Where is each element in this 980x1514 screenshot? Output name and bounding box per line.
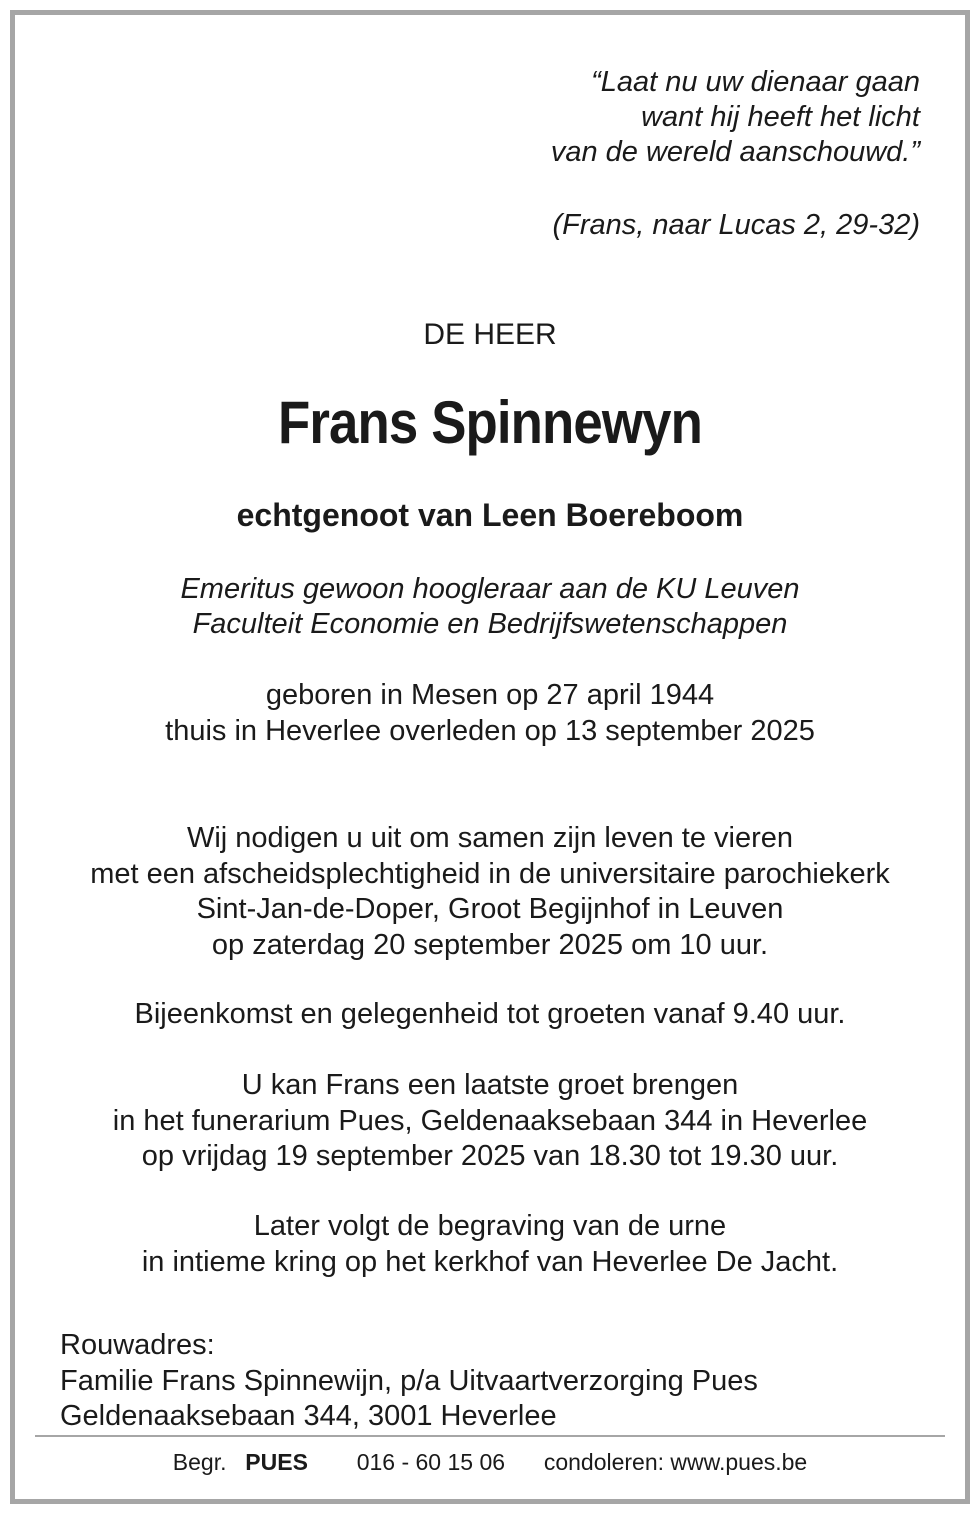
gathering-info xyxy=(15,997,965,1033)
burial-info xyxy=(15,1209,965,1280)
footer-prefix: Begr. xyxy=(172,1449,227,1475)
deceased-name: Frans Spinnewyn xyxy=(278,389,702,456)
burial-line: in intieme kring op het kerkhof van Heverlee De Jacht. xyxy=(141,1245,839,1278)
quote-line: van de wereld aanschouwd.” xyxy=(550,136,920,168)
notice-frame xyxy=(10,10,970,1504)
visitation-line: U kan Frans een laatste groet brengen xyxy=(241,1069,739,1101)
invitation-line: Wij nodigen u uit om samen zijn leven te vieren xyxy=(186,822,794,854)
burial-line: Later volgt de begraving van de urne xyxy=(253,1210,727,1242)
visitation-line: in het funerarium Pues, Geldenaaksebaan 344 in Heverlee xyxy=(112,1104,868,1137)
invitation-line: met een afscheidsplechtigheid in de universitaire parochiekerk xyxy=(90,857,890,890)
funeral-home-name: PUES xyxy=(245,1449,308,1475)
invitation-line: op zaterdag 20 september 2025 om 10 uur. xyxy=(211,928,769,961)
mourning-address xyxy=(60,1328,758,1435)
profession-line: Faculteit Economie en Bedrijfswetenschappen xyxy=(192,608,788,640)
funeral-home-footer xyxy=(15,1447,965,1477)
quote-reference: (Frans, naar Lucas 2, 29-32) xyxy=(552,209,920,241)
profession xyxy=(15,572,965,642)
quote-line: “Laat nu uw dienaar gaan xyxy=(591,66,920,98)
address-heading: Rouwadres: xyxy=(60,1329,215,1361)
opening-quote xyxy=(551,65,920,170)
spouse-line: echtgenoot van Leen Boereboom xyxy=(236,497,744,533)
honorific-title: DE HEER xyxy=(423,318,557,351)
life-dates xyxy=(15,678,965,749)
visitation-info xyxy=(15,1068,965,1175)
condolence-link[interactable]: condoleren: www.pues.be xyxy=(543,1449,808,1475)
invitation-line: Sint-Jan-de-Doper, Groot Begijnhof in Leuven xyxy=(196,893,784,925)
visitation-line: op vrijdag 19 september 2025 van 18.30 tot 19.30 uur. xyxy=(141,1140,839,1172)
birth-line: geboren in Mesen op 27 april 1944 xyxy=(265,679,715,711)
notice-content xyxy=(15,15,965,1499)
address-line: Familie Frans Spinnewijn, p/a Uitvaartverzorging Pues xyxy=(60,1364,758,1397)
funeral-invitation xyxy=(15,821,965,963)
death-line: thuis in Heverlee overleden op 13 september 2025 xyxy=(165,714,815,747)
address-line: Geldenaaksebaan 344, 3001 Heverlee xyxy=(60,1400,557,1432)
funeral-home-phone[interactable]: 016 - 60 15 06 xyxy=(356,1449,506,1475)
footer-divider xyxy=(35,1435,945,1437)
gathering-line: Bijeenkomst en gelegenheid tot groeten vanaf 9.40 uur. xyxy=(134,998,846,1030)
profession-line: Emeritus gewoon hoogleraar aan de KU Leuven xyxy=(180,573,800,605)
quote-line: want hij heeft het licht xyxy=(641,101,920,133)
